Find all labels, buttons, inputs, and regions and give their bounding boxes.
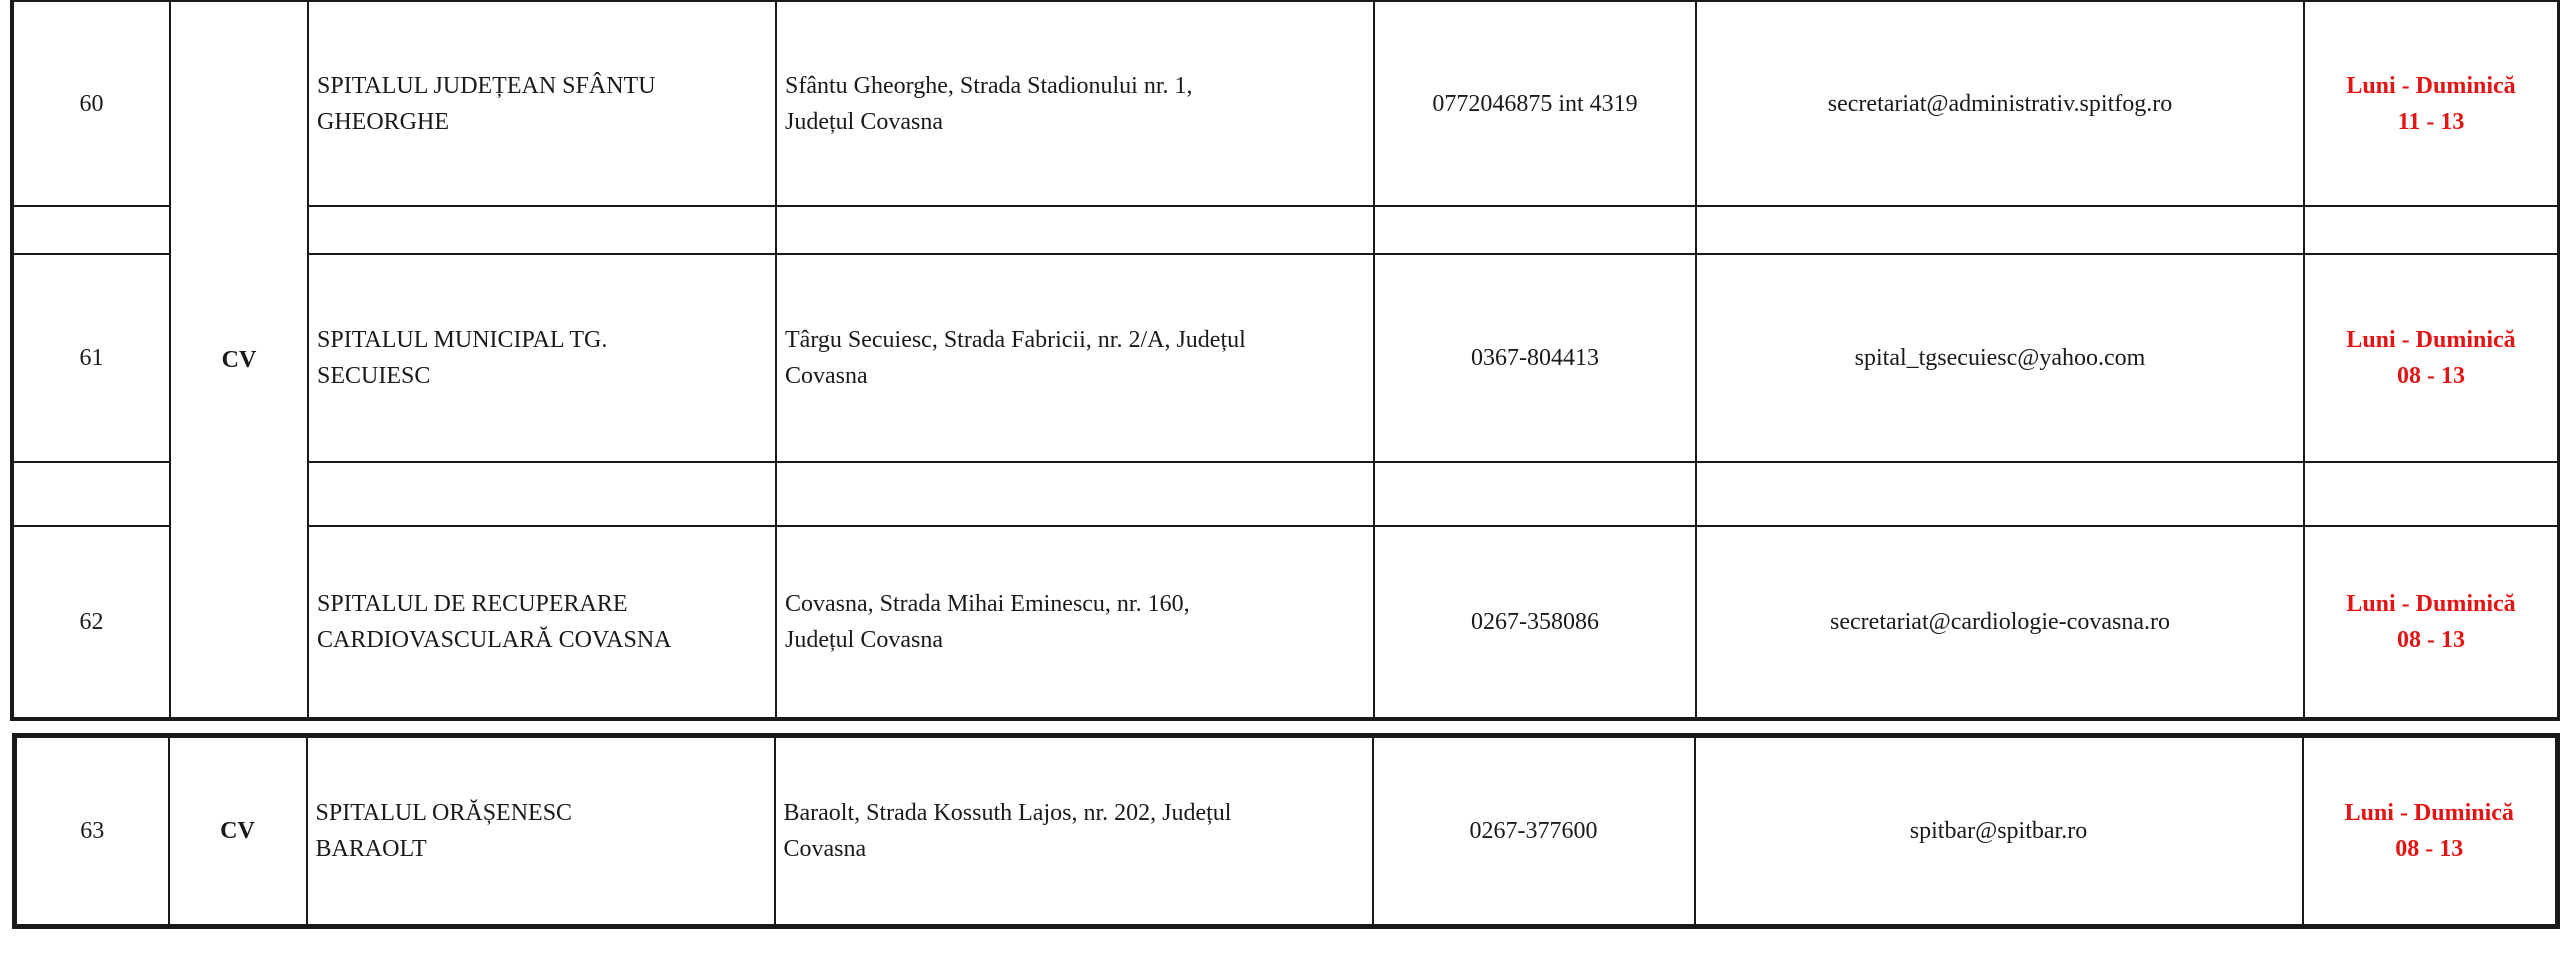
phone-number: 0267-358086 [1374,526,1696,719]
empty-cell [1696,206,2304,254]
hospital-table-lower [12,733,2560,929]
email-address: secretariat@administrativ.spitfog.ro [1696,1,2304,206]
address-line: Sfântu Gheorghe, Strada Stadionului nr. 1, [785,72,1193,99]
address-line: Județul Covasna [785,627,943,653]
county-code: CV [169,736,307,927]
hospital-name-line: SPITALUL MUNICIPAL TG. [317,327,608,353]
address-line: Baraolt, Strada Kossuth Lajos, nr. 202, Județul [783,800,1232,826]
hospital-name-line: CARDIOVASCULARĂ COVASNA [317,627,672,653]
hospital-name [308,1,776,206]
schedule-days: Luni - Duminică [2346,591,2516,617]
email-address: secretariat@cardiologie-covasna.ro [1696,526,2304,719]
schedule-hours: 08 - 13 [2395,836,2464,862]
empty-cell [2304,462,2559,526]
schedule [2303,736,2558,927]
schedule [2304,1,2559,206]
empty-cell [2304,206,2559,254]
row-number: 62 [12,526,170,719]
row-number: 63 [15,736,169,927]
phone-number: 0772046875 int 4319 [1374,1,1696,206]
hospital-name-line: SPITALUL JUDEȚEAN SFÂNTU [317,72,656,99]
row-number: 61 [12,254,170,462]
hospital-name [307,736,775,927]
hospital-name-line: GHEORGHE [317,108,449,135]
empty-cell [308,206,776,254]
empty-cell [12,462,170,526]
phone-number: 0367-804413 [1374,254,1696,462]
empty-cell [776,206,1374,254]
schedule-hours: 08 - 13 [2397,363,2465,389]
address-line: Târgu Secuiesc, Strada Fabricii, nr. 2/A, Județul [785,327,1246,353]
empty-cell [308,462,776,526]
spacer-row [12,206,2559,254]
hospital-address [776,526,1374,719]
empty-cell [12,206,170,254]
schedule-hours: 11 - 13 [2397,108,2465,135]
schedule-days: Luni - Duminică [2344,800,2514,826]
empty-cell [776,462,1374,526]
hospital-name [308,526,776,719]
address-line: Covasna [785,363,868,389]
table-row-61 [12,254,2559,462]
schedule-hours: 08 - 13 [2397,627,2465,653]
schedule-days: Luni - Duminică [2346,327,2516,353]
hospital-address [776,1,1374,206]
hospital-address [776,254,1374,462]
county-code [170,1,308,719]
spacer-row [12,462,2559,526]
hospital-name-line: SPITALUL DE RECUPERARE [317,591,628,617]
address-line: Covasna [783,836,867,862]
county-code-text: CV [221,346,257,373]
table-row-63 [15,736,2558,927]
schedule-days: Luni - Duminică [2346,72,2516,99]
hospital-address [775,736,1373,927]
hospital-name-line: BARAOLT [315,836,427,862]
schedule [2304,254,2559,462]
hospital-name-line: SECUIESC [317,363,431,389]
table-row-60 [12,1,2559,206]
address-line: Covasna, Strada Mihai Eminescu, nr. 160, [785,591,1190,617]
email-address: spital_tgsecuiesc@yahoo.com [1696,254,2304,462]
empty-cell [1374,206,1696,254]
hospital-table-upper [10,0,2560,721]
email-address: spitbar@spitbar.ro [1695,736,2303,927]
phone-number: 0267-377600 [1373,736,1695,927]
hospital-name-line: SPITALUL ORĂȘENESC [315,800,573,826]
empty-cell [1374,462,1696,526]
hospital-name [308,254,776,462]
schedule [2304,526,2559,719]
address-line: Județul Covasna [785,108,943,135]
table-row-62 [12,526,2559,719]
empty-cell [1696,462,2304,526]
row-number: 60 [12,1,170,206]
